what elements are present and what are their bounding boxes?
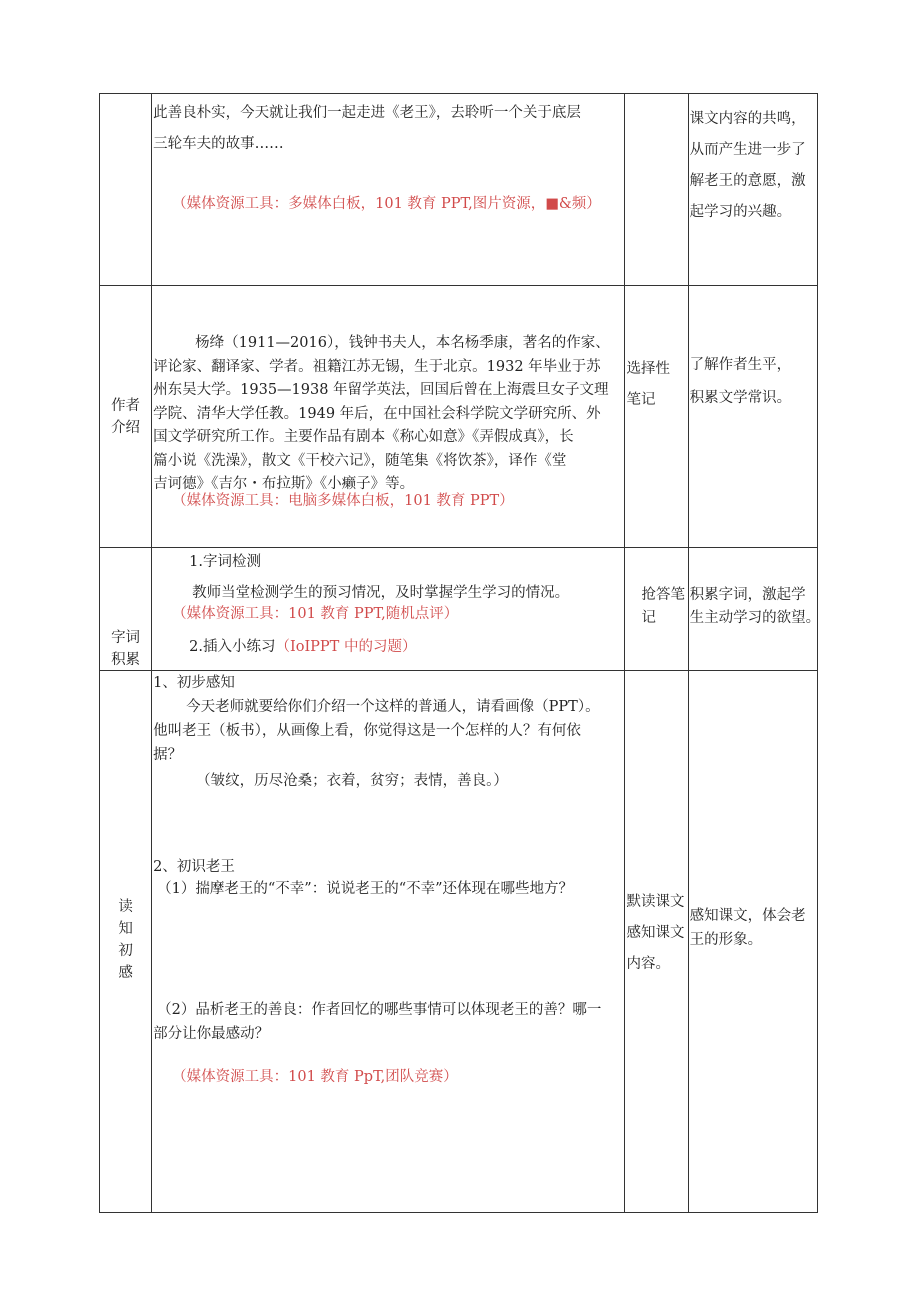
- vocab-activity-line-2: 记: [641, 610, 656, 626]
- vocab-label-line-1: 字词: [111, 630, 141, 646]
- reading-content-cell: [152, 671, 625, 1213]
- vocab-goal-line-1: 积累字词，激起学: [689, 587, 806, 603]
- reading-goal-cell: [688, 671, 817, 1213]
- reading-s1-answer: （皱纹，历尽沧桑；衣着，贫穷；表情，善良。）: [196, 773, 508, 789]
- row-reading: [100, 671, 818, 1213]
- author-content-cell: [152, 286, 625, 548]
- reading-s1-text-line-2: 他叫老王（板书），从画像上看，你觉得这是一个怎样的人？有何依: [153, 723, 581, 739]
- reading-label-cell: [100, 671, 152, 1213]
- author-goal-line-1: 了解作者生平，: [689, 357, 792, 373]
- reading-media-note: （媒体资源工具：101 教育 PpT,团队竞赛）: [172, 1069, 458, 1085]
- reading-goal-line-1: 感知课文，体会老: [689, 908, 806, 924]
- intro-media-note: （媒体资源工具：多媒体白板，101 教育 PPT,图片资源，■&频）: [172, 196, 601, 212]
- intro-content-cell: [152, 94, 625, 286]
- author-text-line-1: 杨绛（1911—2016），钱钟书夫人，本名杨季康，著名的作家、: [195, 335, 610, 351]
- vocab-item-2-note: （IoIPPT 中的习题）: [275, 639, 417, 655]
- reading-s1-title: 1、初步感知: [153, 675, 235, 691]
- reading-label-char-4: 感: [118, 965, 133, 981]
- author-text-line-4: 学院、清华大学任教。1949 年后，在中国社会科学院文学研究所、外: [153, 405, 601, 422]
- intro-line-1: 此善良朴实，今天就让我们一起走进《老王》，去聆听一个关于底层: [153, 105, 581, 121]
- row-author: [100, 286, 818, 548]
- author-text-line-3: 州东吴大学。1935—1938 年留学英法，回国后曾在上海震旦女子文理: [153, 382, 609, 398]
- vocab-label-cell: [100, 548, 152, 671]
- reading-activity-line-2: 感知课文: [626, 925, 685, 941]
- author-label-line-1: 作者: [111, 398, 141, 414]
- vocab-content-cell: [152, 548, 625, 671]
- intro-goal-line-3: 解老王的意愿，激: [689, 173, 806, 189]
- reading-activity-line-1: 默读课文: [626, 894, 685, 910]
- vocab-goal-line-2: 生主动学习的欲望。: [689, 610, 821, 626]
- author-text-line-7: 吉诃德》《吉尔・布拉斯》《小癞子》等。: [153, 476, 415, 492]
- intro-goal-line-2: 从而产生进一步了: [689, 142, 806, 158]
- author-media-note: （媒体资源工具：电脑多媒体白板，101 教育 PPT）: [172, 493, 514, 509]
- reading-s2-title: 2、初识老王: [153, 859, 235, 875]
- intro-activity-cell: [625, 94, 688, 286]
- author-activity-cell: [625, 286, 688, 548]
- row-vocab: [100, 548, 818, 671]
- vocab-activity-line-1: 抢答笔: [641, 587, 685, 603]
- author-goal-line-2: 积累文学常识。: [689, 390, 792, 406]
- author-activity-line-2: 笔记: [626, 392, 656, 408]
- author-label-line-2: 介绍: [111, 420, 141, 436]
- reading-label-char-1: 读: [118, 899, 133, 915]
- vocab-label-line-2: 积累: [111, 652, 141, 668]
- row-intro: [100, 94, 818, 286]
- vocab-goal-cell: [688, 548, 821, 671]
- intro-goal-line-1: 课文内容的共鸣，: [689, 111, 806, 127]
- reading-q2-line-1: （2）品析老王的善良：作者回忆的哪些事情可以体现老王的善？哪一: [157, 1002, 602, 1018]
- vocab-media-note: （媒体资源工具：101 教育 PPT,随机点评）: [172, 606, 459, 622]
- reading-label-char-3: 初: [118, 943, 133, 959]
- author-goal-cell: [688, 286, 817, 548]
- author-text-line-6: 篇小说《洗澡》，散文《干校六记》，随笔集《将饮茶》，译作《堂: [153, 452, 567, 469]
- reading-activity-cell: [625, 671, 688, 1213]
- reading-activity-line-3: 内容。: [626, 956, 670, 972]
- author-text-line-2: 评论家、翻译家、学者。祖籍江苏无锡，生于北京。1932 年毕业于苏: [153, 358, 601, 375]
- vocab-activity-cell: [625, 548, 688, 671]
- reading-q1: （1）揣摩老王的“不幸”：说说老王的“不幸”还体现在哪些地方？: [157, 881, 574, 897]
- author-label-cell: [100, 286, 152, 548]
- intro-goal-line-4: 起学习的兴趣。: [689, 204, 792, 220]
- lesson-plan-table: [99, 93, 821, 1213]
- intro-label-cell: [100, 94, 152, 286]
- reading-s1-text-line-1: 今天老师就要给你们介绍一个这样的普通人，请看画像（PPT）。: [186, 699, 600, 715]
- reading-q2-line-2: 部分让你最感动？: [153, 1026, 270, 1042]
- reading-goal-line-2: 王的形象。: [689, 932, 763, 948]
- intro-goal-cell: [688, 94, 817, 286]
- vocab-item-1: 1.字词检测: [189, 554, 261, 570]
- vocab-desc: 教师当堂检测学生的预习情况，及时掌握学生学习的情况。: [192, 585, 570, 601]
- reading-label-char-2: 知: [118, 921, 133, 937]
- vocab-item-2: 2.插入小练习: [189, 639, 276, 655]
- author-text-line-5: 国文学研究所工作。主要作品有剧本《称心如意》《弄假成真》，长: [153, 429, 574, 445]
- author-activity-line-1: 选择性: [626, 361, 670, 377]
- reading-s1-text-line-3: 据？: [153, 747, 183, 763]
- intro-line-2: 三轮车夫的故事……: [153, 136, 284, 152]
